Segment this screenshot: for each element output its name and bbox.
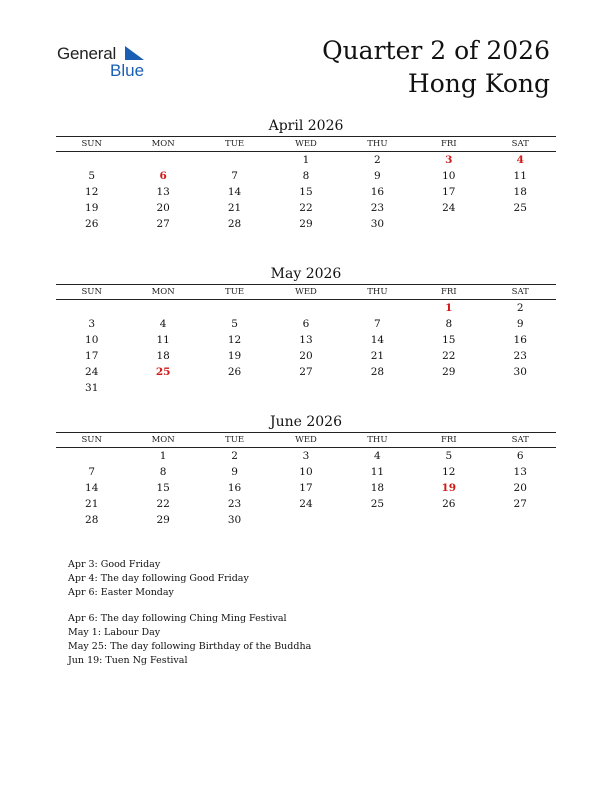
weekday-label: MON bbox=[151, 139, 175, 149]
day-cell: 18 bbox=[513, 186, 527, 198]
day-cell: 7 bbox=[374, 318, 381, 330]
day-cell: 7 bbox=[231, 170, 238, 182]
day-cell bbox=[270, 380, 341, 396]
month-name: April 2026 bbox=[268, 118, 344, 134]
month-calendar-june bbox=[56, 412, 556, 528]
week-row bbox=[56, 168, 556, 184]
week-row bbox=[56, 464, 556, 480]
day-cell: 24 bbox=[299, 498, 313, 510]
day-cell: 24 bbox=[442, 202, 456, 214]
day-cell: 3 bbox=[88, 318, 96, 330]
day-cell: 12 bbox=[442, 466, 456, 478]
generalblue-logo bbox=[57, 44, 157, 84]
week-row bbox=[56, 380, 556, 396]
week-row bbox=[56, 216, 556, 232]
day-cell bbox=[270, 512, 341, 528]
weekday-label: FRI bbox=[440, 287, 457, 297]
day-cell: 22 bbox=[299, 202, 313, 214]
day-cell: 26 bbox=[227, 366, 242, 378]
logo-triangle-icon bbox=[125, 46, 145, 62]
weekday-label: TUE bbox=[225, 287, 245, 297]
day-cell: 14 bbox=[85, 482, 99, 494]
week-row bbox=[56, 316, 556, 332]
holiday-note: Apr 4: The day following Good Friday bbox=[68, 573, 249, 585]
day-cell: 23 bbox=[227, 498, 242, 510]
day-cell: 2 bbox=[374, 154, 381, 166]
day-cell: 17 bbox=[85, 350, 99, 362]
week-row bbox=[56, 364, 556, 380]
logo-text-blue: Blue bbox=[110, 61, 145, 80]
day-cell: 6 bbox=[302, 318, 310, 330]
day-cell: 15 bbox=[442, 334, 456, 346]
day-cell bbox=[485, 512, 556, 528]
day-cell: 20 bbox=[513, 482, 527, 494]
day-cell: 2 bbox=[516, 302, 524, 314]
weekday-label: WED bbox=[295, 435, 317, 445]
day-cell: 16 bbox=[370, 186, 385, 198]
day-cell: 25 bbox=[370, 498, 385, 510]
holiday-note: Apr 6: Easter Monday bbox=[68, 587, 174, 599]
day-cell: 4 bbox=[374, 450, 381, 462]
day-cell: 13 bbox=[156, 186, 170, 198]
day-cell: 22 bbox=[442, 350, 456, 362]
page-title: Quarter 2 of 2026 bbox=[322, 36, 550, 65]
week-row bbox=[56, 300, 556, 316]
day-cell: 28 bbox=[370, 366, 385, 378]
day-cell: 8 bbox=[302, 170, 310, 182]
week-row bbox=[56, 480, 556, 496]
weekday-label: TUE bbox=[225, 139, 245, 149]
day-cell: 28 bbox=[227, 218, 242, 230]
day-cell: 2 bbox=[231, 450, 238, 462]
day-cell: 31 bbox=[85, 382, 99, 394]
day-cell: 21 bbox=[85, 498, 99, 510]
day-cell: 11 bbox=[156, 334, 170, 346]
day-cell: 11 bbox=[513, 170, 527, 182]
day-cell: 20 bbox=[299, 350, 313, 362]
day-cell bbox=[270, 300, 341, 316]
page-subtitle: Hong Kong bbox=[407, 69, 550, 98]
day-cell bbox=[413, 216, 484, 232]
weekday-label: TUE bbox=[225, 435, 245, 445]
day-cell: 29 bbox=[442, 366, 456, 378]
week-row bbox=[56, 184, 556, 200]
weekday-label: THU bbox=[367, 287, 388, 297]
month-calendar-may bbox=[56, 264, 556, 396]
weekday-label: FRI bbox=[440, 139, 457, 149]
day-cell: 24 bbox=[85, 366, 99, 378]
month-name: June 2026 bbox=[269, 414, 342, 430]
weekday-label: SUN bbox=[81, 139, 102, 149]
day-cell: 4 bbox=[159, 318, 167, 330]
weekday-label: MON bbox=[151, 287, 175, 297]
weekday-label: SAT bbox=[511, 435, 529, 445]
holiday-notes bbox=[68, 558, 311, 668]
weekday-label: FRI bbox=[440, 435, 457, 445]
week-row bbox=[56, 200, 556, 216]
day-cell: 22 bbox=[156, 498, 170, 510]
day-cell: 10 bbox=[299, 466, 313, 478]
day-cell: 18 bbox=[156, 350, 170, 362]
day-cell: 10 bbox=[442, 170, 456, 182]
day-cell: 23 bbox=[513, 350, 527, 362]
day-cell: 17 bbox=[299, 482, 313, 494]
week-row bbox=[56, 348, 556, 364]
holiday-note: May 25: The day following Birthday of the Buddha bbox=[68, 640, 312, 652]
day-cell bbox=[485, 216, 556, 232]
holiday-note: Apr 6: The day following Ching Ming Festival bbox=[68, 612, 287, 624]
day-cell: 16 bbox=[227, 482, 242, 494]
day-cell: 15 bbox=[299, 186, 313, 198]
day-cell bbox=[413, 380, 484, 396]
day-cell: 1 bbox=[159, 450, 167, 462]
day-cell bbox=[127, 300, 198, 316]
day-cell bbox=[342, 300, 413, 316]
day-cell: 1 bbox=[302, 154, 310, 166]
day-cell: 5 bbox=[445, 450, 453, 462]
day-cell: 9 bbox=[516, 318, 524, 330]
weekday-label: SUN bbox=[81, 435, 102, 445]
holiday-note: Jun 19: Tuen Ng Festival bbox=[68, 655, 188, 667]
day-cell: 14 bbox=[370, 334, 385, 346]
day-cell: 28 bbox=[85, 514, 99, 526]
day-cell: 1 bbox=[445, 302, 453, 314]
day-cell: 30 bbox=[370, 218, 385, 230]
day-cell: 17 bbox=[442, 186, 456, 198]
day-cell: 3 bbox=[445, 154, 453, 166]
day-cell: 26 bbox=[85, 218, 99, 230]
day-cell bbox=[199, 152, 270, 168]
weekday-header bbox=[56, 284, 556, 300]
day-cell: 4 bbox=[516, 154, 524, 166]
day-cell: 25 bbox=[513, 202, 527, 214]
month-calendar-april bbox=[56, 116, 556, 232]
day-cell: 7 bbox=[88, 466, 96, 478]
day-cell: 13 bbox=[299, 334, 313, 346]
day-cell: 27 bbox=[299, 366, 313, 378]
day-cell: 8 bbox=[159, 466, 167, 478]
weekday-label: SAT bbox=[511, 139, 529, 149]
holiday-note: May 1: Labour Day bbox=[68, 626, 161, 638]
day-cell: 6 bbox=[159, 170, 167, 182]
day-cell: 19 bbox=[227, 350, 242, 362]
day-cell: 27 bbox=[156, 218, 170, 230]
day-cell: 5 bbox=[231, 318, 238, 330]
day-cell: 26 bbox=[442, 498, 456, 510]
day-cell bbox=[413, 512, 484, 528]
day-cell: 19 bbox=[441, 482, 457, 494]
day-cell bbox=[127, 152, 198, 168]
day-cell: 8 bbox=[445, 318, 453, 330]
day-cell: 30 bbox=[227, 514, 242, 526]
day-cell: 9 bbox=[374, 170, 381, 182]
day-cell: 23 bbox=[370, 202, 385, 214]
day-cell: 11 bbox=[370, 466, 385, 478]
week-row bbox=[56, 152, 556, 168]
day-cell bbox=[199, 380, 270, 396]
weekday-label: MON bbox=[151, 435, 175, 445]
day-cell: 18 bbox=[370, 482, 385, 494]
weekday-header bbox=[56, 432, 556, 448]
weekday-header bbox=[56, 136, 556, 152]
weekday-label: WED bbox=[295, 139, 317, 149]
day-cell: 29 bbox=[156, 514, 170, 526]
day-cell: 14 bbox=[227, 186, 242, 198]
weekday-label: THU bbox=[367, 139, 388, 149]
holiday-note: Apr 3: Good Friday bbox=[68, 559, 161, 570]
day-cell: 27 bbox=[513, 498, 527, 510]
day-cell: 9 bbox=[231, 466, 238, 478]
weekday-label: SUN bbox=[81, 287, 102, 297]
day-cell bbox=[56, 152, 127, 168]
day-cell: 21 bbox=[227, 202, 242, 214]
day-cell: 29 bbox=[299, 218, 313, 230]
day-cell bbox=[56, 300, 127, 316]
day-cell: 30 bbox=[513, 366, 527, 378]
weekday-label: THU bbox=[367, 435, 388, 445]
week-row bbox=[56, 332, 556, 348]
day-cell: 19 bbox=[85, 202, 99, 214]
weekday-label: SAT bbox=[511, 287, 529, 297]
day-cell: 15 bbox=[156, 482, 170, 494]
day-cell: 13 bbox=[513, 466, 527, 478]
logo-text-general: General bbox=[57, 44, 117, 63]
day-cell: 10 bbox=[85, 334, 99, 346]
day-cell: 25 bbox=[155, 366, 171, 378]
weekday-label: WED bbox=[295, 287, 317, 297]
day-cell: 5 bbox=[88, 170, 96, 182]
day-cell: 20 bbox=[156, 202, 170, 214]
week-row bbox=[56, 448, 556, 464]
day-cell: 12 bbox=[227, 334, 242, 346]
week-row bbox=[56, 512, 556, 528]
day-cell: 6 bbox=[516, 450, 524, 462]
day-cell bbox=[127, 380, 198, 396]
day-cell: 12 bbox=[85, 186, 99, 198]
day-cell bbox=[342, 512, 413, 528]
day-cell bbox=[485, 380, 556, 396]
week-row bbox=[56, 496, 556, 512]
day-cell: 16 bbox=[513, 334, 527, 346]
day-cell: 21 bbox=[370, 350, 385, 362]
day-cell bbox=[342, 380, 413, 396]
day-cell: 3 bbox=[302, 450, 310, 462]
month-name: May 2026 bbox=[270, 266, 342, 282]
day-cell bbox=[56, 448, 127, 464]
day-cell bbox=[199, 300, 270, 316]
